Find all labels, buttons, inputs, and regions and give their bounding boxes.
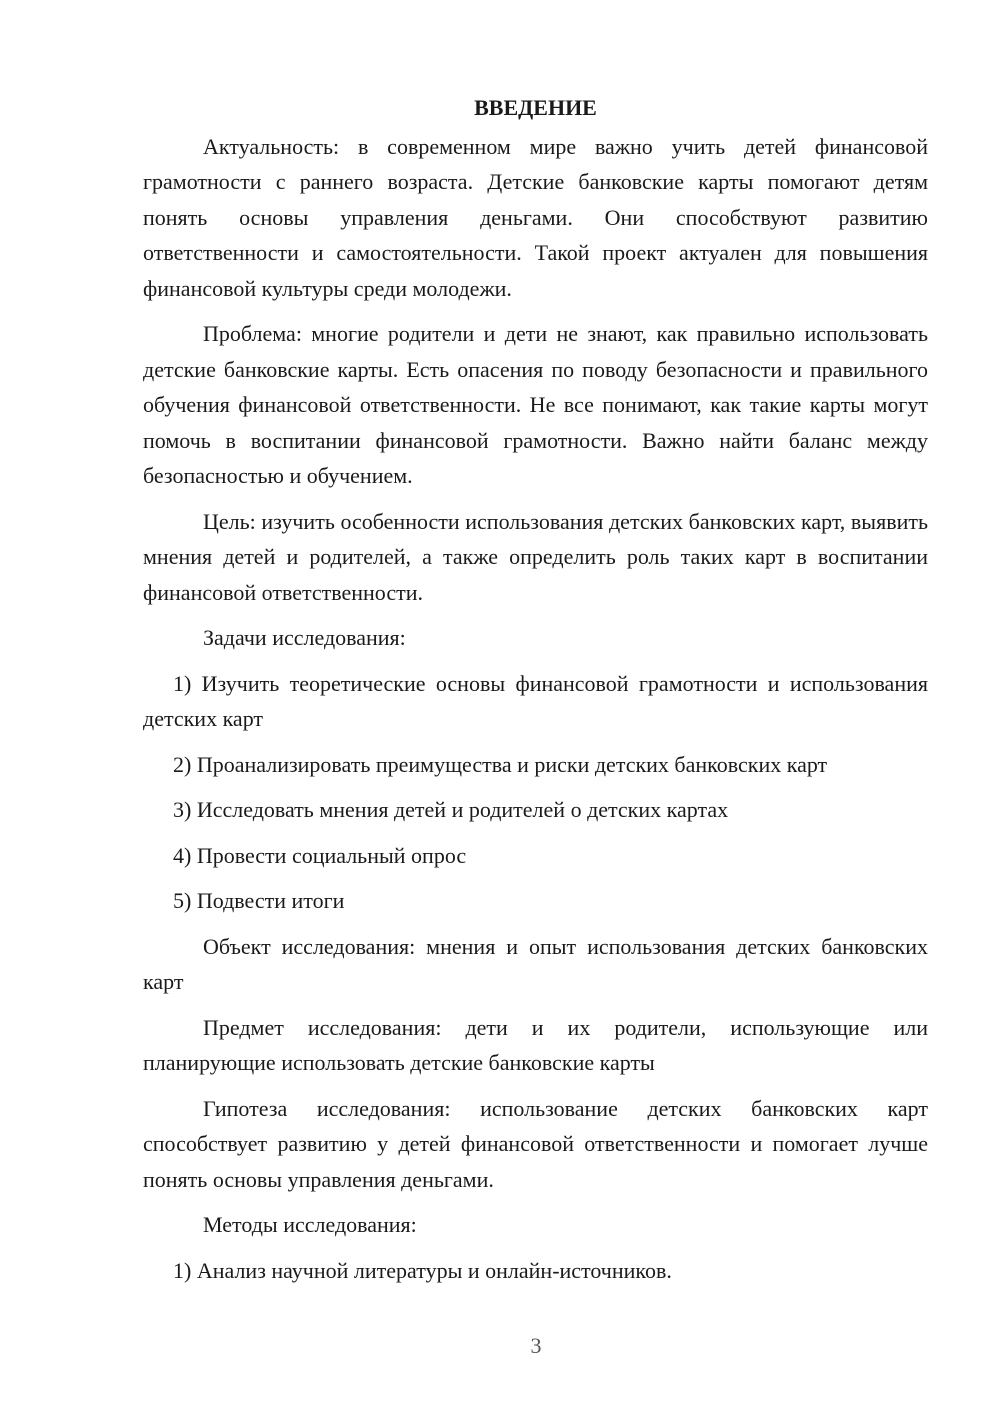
page-title: ВВЕДЕНИЕ — [474, 95, 597, 120]
task-item-5: 5) Подвести итоги — [173, 888, 345, 913]
object-paragraph: Объект исследования: мнения и опыт использования детских банковских карт — [143, 933, 928, 994]
task-item-4: 4) Провести социальный опрос — [173, 842, 467, 868]
method-item-1: 1) Анализ научной литературы и онлайн-источников. — [173, 1257, 672, 1283]
task-item-3: 3) Исследовать мнения детей и родителей о детских картах — [173, 797, 729, 822]
task-item-2: 2) Проанализировать преимущества и риски детских банковских карт — [173, 751, 828, 777]
problem-paragraph: Проблема: многие родители и дети не знают, как правильно использовать детские банковские карты. Есть опасения по поводу безопасности и правильного обучения финансовой ответственности. Не все понимают, как такие карты могут помочь в воспитании финансовой грамотности. Важно найти баланс между безопасностью и обучением. — [143, 321, 928, 488]
page-content — [143, 90, 928, 1298]
tasks-heading: Задачи исследования: — [203, 625, 406, 650]
goal-paragraph: Цель: изучить особенности использования детских банковских карт, выявить мнения детей и родителей, а также определить роль таких карт в воспитании финансовой ответственности. — [143, 508, 928, 605]
task-item-1: 1) Изучить теоретические основы финансовой грамотности и использования детских карт — [143, 670, 928, 731]
methods-heading: Методы исследования: — [203, 1212, 417, 1237]
subject-paragraph: Предмет исследования: дети и их родители, использующие или планирующие использовать детские банковские карты — [143, 1014, 928, 1075]
hypothesis-paragraph: Гипотеза исследования: использование детских банковских карт способствует развитию у детей финансовой ответственности и помогает лучше понять основы управления деньгами. — [143, 1095, 928, 1192]
page-number: 3 — [530, 1333, 542, 1358]
relevance-paragraph: Актуальность: в современном мире важно учить детей финансовой грамотности с раннего возраста. Детские банковские карты помогают детям понять основы управления деньгами. Они способствуют развитию ответственности и самостоятельности. Такой проект актуален для повышения финансовой культуры среди молодежи. — [143, 133, 928, 301]
